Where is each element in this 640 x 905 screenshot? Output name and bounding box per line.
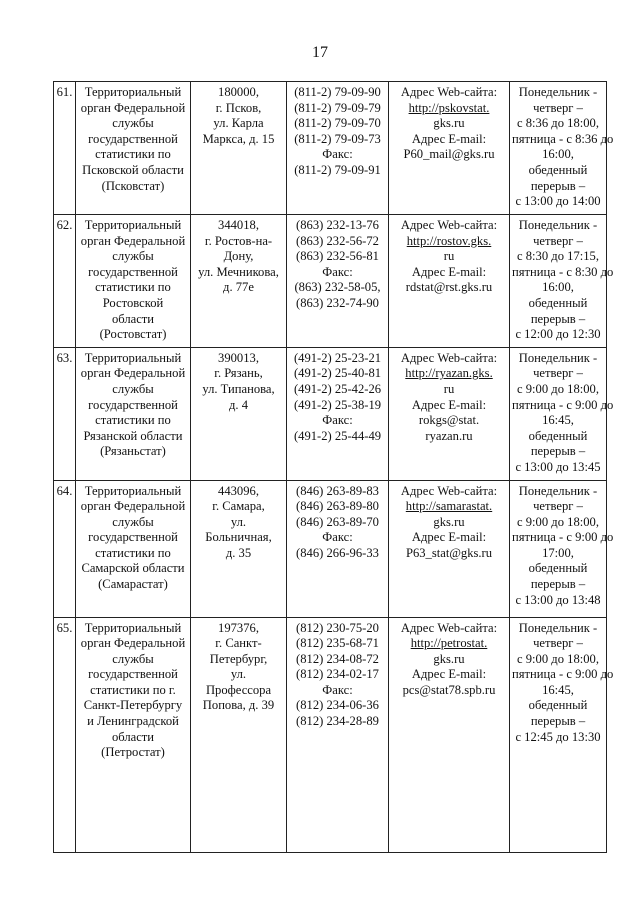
text-line: с 13:00 до 13:48 <box>515 592 601 607</box>
text-line: Рязанской области <box>83 428 183 443</box>
text-line: 390013, <box>218 350 259 365</box>
text-line: (846) 263-89-83 <box>296 483 379 498</box>
text-line: Маркса, д. 15 <box>202 131 275 146</box>
text-line: г. Рязань, <box>214 366 263 381</box>
row-number-cell <box>54 617 76 852</box>
text-line: (811-2) 79-09-73 <box>294 131 381 146</box>
web-contacts-cell <box>389 480 510 617</box>
text-line: (863) 232-58-05, <box>294 280 381 295</box>
text-line: Территориальный <box>84 85 182 99</box>
text-line: gks.ru <box>433 514 465 529</box>
text-line: с 12:00 до 12:30 <box>515 327 601 342</box>
row-number-cell <box>54 215 76 348</box>
text-line: Адрес E-mail: <box>411 530 487 545</box>
text-line: Факс: <box>322 413 353 428</box>
text-line: с 8:30 до 17:15, <box>517 249 599 264</box>
text-line: (812) 234-06-36 <box>296 698 379 713</box>
text-line: 443096, <box>218 483 259 498</box>
text-line: 17:00, <box>542 545 574 560</box>
row-number-cell <box>54 347 76 480</box>
text-line: обеденный <box>528 428 588 443</box>
working-hours-cell <box>510 347 614 480</box>
address-cell <box>191 82 287 215</box>
table-row <box>54 617 607 852</box>
table-row <box>54 82 607 215</box>
text-line: Адрес Web-сайта: <box>400 350 498 365</box>
text-line: д. 35 <box>225 545 252 560</box>
website-link[interactable]: http://petrostat. <box>410 636 488 651</box>
text-line: (491-2) 25-42-26 <box>293 381 382 396</box>
text-line: государственной <box>88 131 178 146</box>
text-line: области <box>111 311 155 326</box>
text-line: Дону, <box>223 249 254 264</box>
organization-cell <box>76 347 191 480</box>
text-line: (812) 234-02-17 <box>296 667 379 682</box>
text-line: обеденный <box>528 162 588 177</box>
text-line: с 12:45 до 13:30 <box>515 729 601 744</box>
text-line: (Рязаньстат) <box>100 444 166 459</box>
text-line: (812) 235-68-71 <box>296 636 379 651</box>
text-line: Факс: <box>322 682 353 697</box>
text-line: ru <box>443 249 455 264</box>
address-cell <box>191 215 287 348</box>
text-line: Адрес E-mail: <box>411 667 487 682</box>
text-line: службы <box>112 116 154 131</box>
text-line: д. 4 <box>228 397 248 412</box>
text-line: перерыв – <box>530 444 586 459</box>
text-line: ул. Карла <box>213 116 264 131</box>
text-line: ул. <box>230 514 247 529</box>
text-line: статистики по г. <box>90 682 176 697</box>
text-line: (863) 232-56-81 <box>296 249 379 264</box>
text-line: Адрес Web-сайта: <box>400 620 498 635</box>
text-line: (811-2) 79-09-91 <box>294 162 381 177</box>
text-line: Адрес E-mail: <box>411 264 487 279</box>
text-line: ул. <box>230 667 247 682</box>
organization-cell <box>76 82 191 215</box>
text-line: Адрес Web-сайта: <box>400 85 498 99</box>
text-line: (Петростат) <box>101 745 165 760</box>
text-line: (491-2) 25-40-81 <box>293 366 382 381</box>
text-line: 197376, <box>218 620 259 635</box>
web-contacts-cell <box>389 215 510 348</box>
text-line: четверг – <box>533 636 583 651</box>
offices-table <box>53 81 614 853</box>
text-line: службы <box>112 381 154 396</box>
text-line: четверг – <box>533 366 583 381</box>
text-line: (491-2) 25-44-49 <box>293 428 382 443</box>
text-line: Территориальный <box>84 218 182 232</box>
text-line: 16:45, <box>542 682 574 697</box>
text-line: с 8:36 до 18:00, <box>517 116 599 131</box>
text-line: ул. Мечникова, <box>198 264 279 279</box>
text-line: обеденный <box>528 698 588 713</box>
text-line: (846) 263-89-80 <box>296 499 379 514</box>
table-row <box>54 347 607 480</box>
text-line: Ростовской <box>102 295 164 310</box>
text-line: Факс: <box>322 530 353 545</box>
text-line: (491-2) 25-23-21 <box>293 350 382 365</box>
text-line: г. Ростов-на- <box>204 233 273 248</box>
text-line: 344018, <box>218 218 259 232</box>
text-line: пятница - с 9:00 до <box>512 667 614 682</box>
text-line: перерыв – <box>530 311 586 326</box>
text-line: г. Санкт- <box>215 636 262 651</box>
text-line: государственной <box>88 667 178 682</box>
text-line: обеденный <box>528 561 588 576</box>
text-line: Адрес Web-сайта: <box>400 218 498 232</box>
text-line: rdstat@rst.gks.ru <box>405 280 493 295</box>
text-line: Профессора <box>205 682 272 697</box>
text-line: (491-2) 25-38-19 <box>293 397 382 412</box>
text-line: Понедельник - <box>518 620 598 635</box>
row-number-cell <box>54 480 76 617</box>
address-cell <box>191 617 287 852</box>
text-line: Попова, д. 39 <box>202 698 275 713</box>
row-number: 61. <box>56 85 73 99</box>
text-line: (812) 234-28-89 <box>296 714 379 729</box>
working-hours-cell <box>510 215 614 348</box>
text-line: четверг – <box>533 499 583 514</box>
web-contacts-cell <box>389 82 510 215</box>
text-line: P63_stat@gks.ru <box>405 545 493 560</box>
text-line: ryazan.ru <box>425 428 473 443</box>
text-line: Адрес E-mail: <box>411 397 487 412</box>
text-line: (811-2) 79-09-70 <box>294 116 381 131</box>
text-line: и Ленинградской <box>87 714 179 729</box>
website-link[interactable]: http://rostov.gks. <box>406 233 492 248</box>
organization-cell <box>76 617 191 852</box>
address-cell <box>191 480 287 617</box>
website-link[interactable]: http://samarastat. <box>405 499 493 514</box>
text-line: Адрес E-mail: <box>411 131 487 146</box>
working-hours-cell <box>510 617 614 852</box>
working-hours-cell <box>510 82 614 215</box>
text-line: с 9:00 до 18:00, <box>517 381 599 396</box>
text-line: (811-2) 79-09-90 <box>294 85 381 99</box>
text-line: статистики по <box>95 280 171 295</box>
table-row <box>54 480 607 617</box>
phones-cell <box>287 82 389 215</box>
working-hours-cell <box>510 480 614 617</box>
text-line: (846) 263-89-70 <box>296 514 379 529</box>
row-number: 63. <box>56 350 73 365</box>
organization-cell <box>76 215 191 348</box>
text-line: (811-2) 79-09-79 <box>294 100 381 115</box>
text-line: области <box>111 729 155 744</box>
text-line: службы <box>112 249 154 264</box>
text-line: (Ростовстат) <box>99 327 167 342</box>
text-line: (863) 232-56-72 <box>296 233 379 248</box>
text-line: службы <box>112 514 154 529</box>
phones-cell <box>287 347 389 480</box>
text-line: pcs@stat78.spb.ru <box>402 682 496 697</box>
text-line: пятница - с 9:00 до <box>512 397 614 412</box>
text-line: перерыв – <box>530 178 586 193</box>
text-line: г. Псков, <box>215 100 262 115</box>
text-line: Самарской области <box>81 561 185 576</box>
text-line: ул. Типанова, <box>202 381 275 396</box>
text-line: перерыв – <box>530 714 586 729</box>
text-line: Территориальный <box>84 620 182 635</box>
phones-cell <box>287 617 389 852</box>
website-link[interactable]: http://pskovstat. <box>408 100 490 115</box>
text-line: Понедельник - <box>518 218 598 232</box>
text-line: государственной <box>88 530 178 545</box>
text-line: пятница - с 9:00 до <box>512 530 614 545</box>
text-line: gks.ru <box>433 651 465 666</box>
text-line: Понедельник - <box>518 350 598 365</box>
text-line: Адрес Web-сайта: <box>400 483 498 498</box>
text-line: (812) 234-08-72 <box>296 651 379 666</box>
text-line: д. 77е <box>223 280 254 295</box>
text-line: государственной <box>88 397 178 412</box>
text-line: (812) 230-75-20 <box>296 620 379 635</box>
text-line: государственной <box>88 264 178 279</box>
text-line: пятница - с 8:36 до <box>512 131 614 146</box>
text-line: орган Федеральной <box>80 233 186 248</box>
text-line: статистики по <box>95 545 171 560</box>
page-number: 17 <box>312 44 328 61</box>
website-link[interactable]: http://ryazan.gks. <box>405 366 493 381</box>
text-line: 16:00, <box>542 147 574 162</box>
text-line: (863) 232-74-90 <box>296 295 379 310</box>
text-line: Факс: <box>322 264 353 279</box>
text-line: с 13:00 до 13:45 <box>515 459 601 474</box>
text-line: Больничная, <box>205 530 272 545</box>
web-contacts-cell <box>389 347 510 480</box>
phones-cell <box>287 480 389 617</box>
row-number: 65. <box>56 620 73 635</box>
text-line: (Самарастат) <box>98 577 168 592</box>
text-line: статистики по <box>95 147 171 162</box>
text-line: с 13:00 до 14:00 <box>515 194 601 209</box>
text-line: ru <box>443 381 455 396</box>
row-number: 62. <box>56 218 73 232</box>
text-line: Факс: <box>322 147 353 162</box>
text-line: 16:00, <box>542 280 574 295</box>
text-line: орган Федеральной <box>80 499 186 514</box>
text-line: Санкт-Петербургу <box>83 698 183 713</box>
row-number-cell <box>54 82 76 215</box>
text-line: орган Федеральной <box>80 636 186 651</box>
text-line: обеденный <box>528 295 588 310</box>
text-line: 16:45, <box>542 413 574 428</box>
text-line: gks.ru <box>433 116 465 131</box>
text-line: P60_mail@gks.ru <box>403 147 495 162</box>
text-line: Территориальный <box>84 483 182 498</box>
text-line: четверг – <box>533 233 583 248</box>
text-line: орган Федеральной <box>80 366 186 381</box>
text-line: орган Федеральной <box>80 100 186 115</box>
text-line: службы <box>112 651 154 666</box>
text-line: Понедельник - <box>518 483 598 498</box>
text-line: Петербург, <box>209 651 268 666</box>
text-line: (Псковстат) <box>101 178 165 193</box>
address-cell <box>191 347 287 480</box>
web-contacts-cell <box>389 617 510 852</box>
text-line: Понедельник - <box>518 85 598 99</box>
text-line: rokgs@stat. <box>418 413 480 428</box>
row-number: 64. <box>56 483 73 498</box>
phones-cell <box>287 215 389 348</box>
organization-cell <box>76 480 191 617</box>
text-line: Территориальный <box>84 350 182 365</box>
text-line: статистики по <box>95 413 171 428</box>
text-line: Псковской области <box>82 162 184 177</box>
text-line: 180000, <box>218 85 259 99</box>
text-line: с 9:00 до 18:00, <box>517 514 599 529</box>
text-line: четверг – <box>533 100 583 115</box>
table-row <box>54 215 607 348</box>
text-line: г. Самара, <box>212 499 265 514</box>
text-line: с 9:00 до 18:00, <box>517 651 599 666</box>
text-line: перерыв – <box>530 577 586 592</box>
text-line: (846) 266-96-33 <box>296 545 379 560</box>
text-line: пятница - с 8:30 до <box>512 264 614 279</box>
text-line: (863) 232-13-76 <box>296 218 379 232</box>
